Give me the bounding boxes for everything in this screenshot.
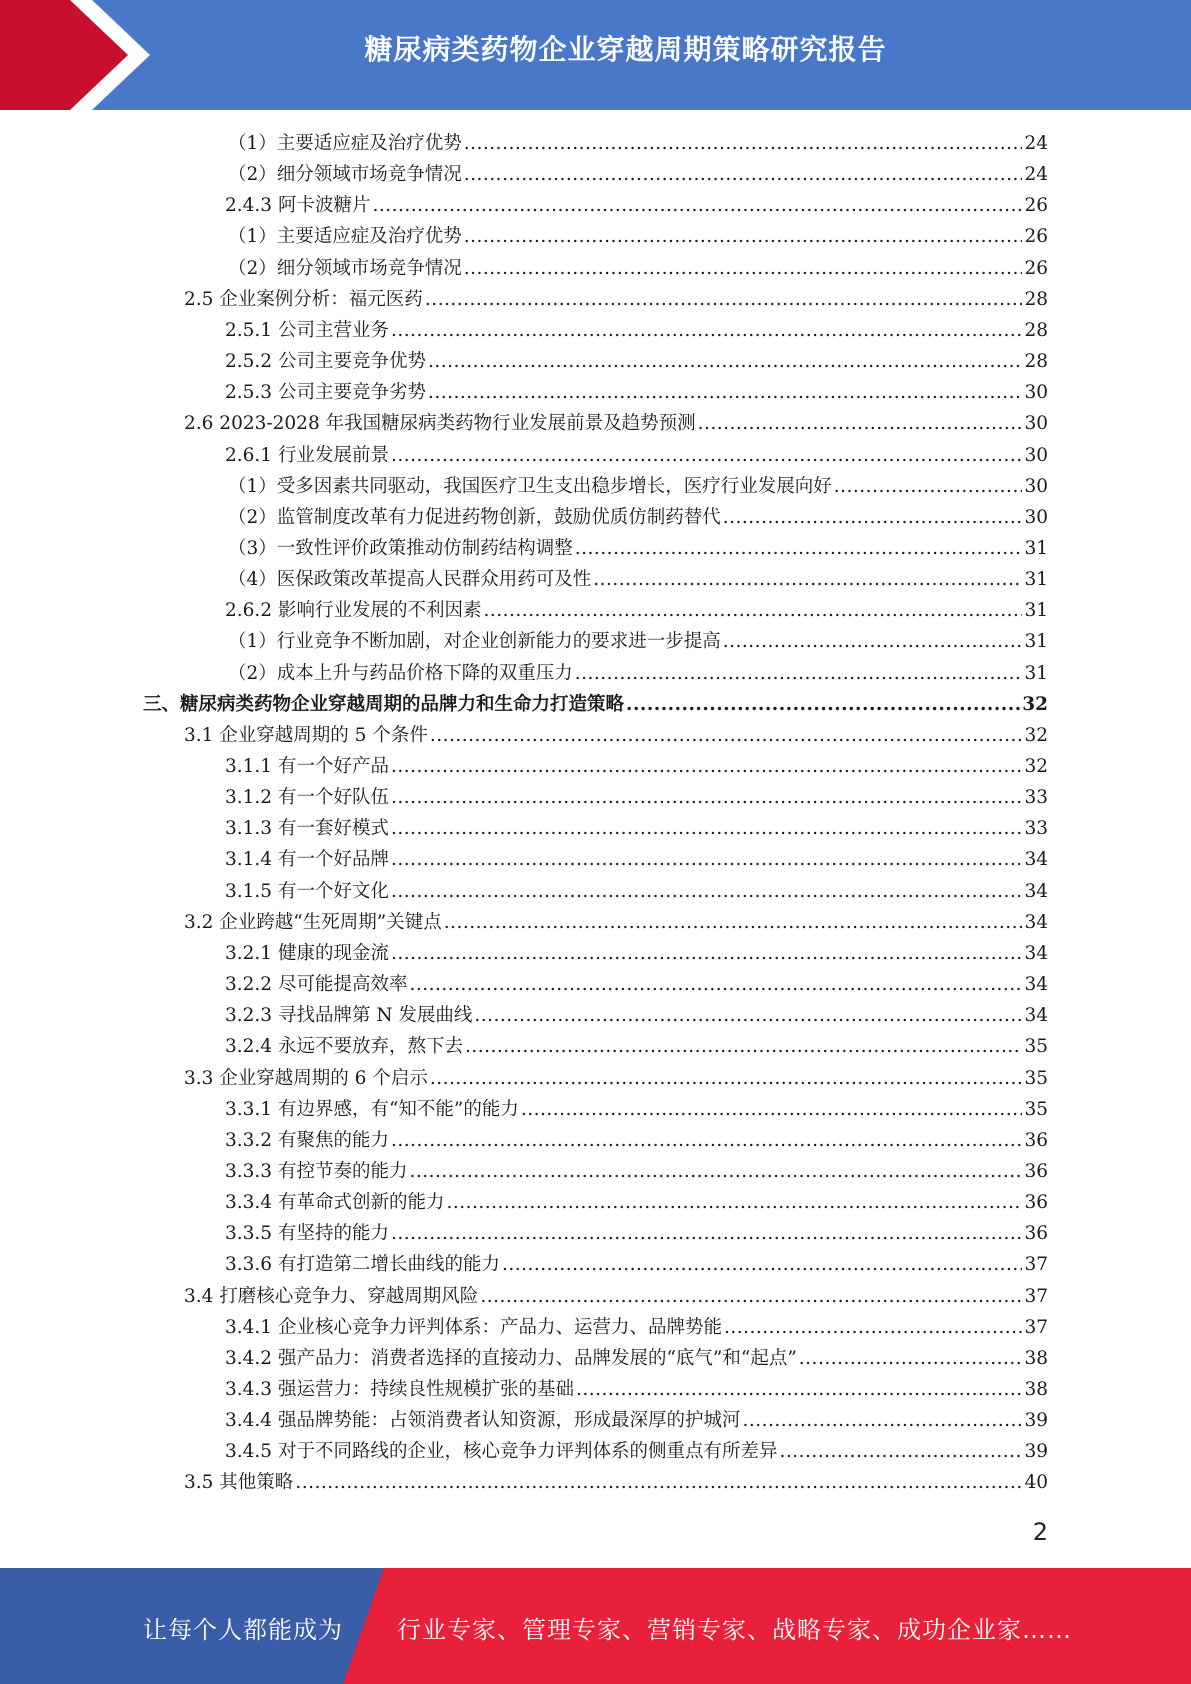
toc-entry[interactable] (225, 1094, 1048, 1125)
toc-entry-page: 24 (1024, 133, 1048, 154)
toc-entry-label: （4）医保政策改革提高人民群众用药可及性 (228, 569, 592, 591)
toc-entry-page: 38 (1024, 1379, 1048, 1400)
toc-entry-label: 3.1.4 有一个好品牌 (225, 849, 389, 871)
toc-leader-dots (391, 813, 1022, 844)
toc-entry-page: 39 (1024, 1410, 1048, 1432)
toc-leader-dots (372, 190, 1022, 221)
toc-entry[interactable] (225, 1031, 1048, 1062)
toc-entry[interactable] (225, 1156, 1048, 1187)
toc-entry[interactable] (228, 221, 1048, 252)
toc-leader-dots (391, 782, 1022, 813)
toc-entry-label: 3.1.5 有一个好文化 (225, 880, 389, 902)
toc-entry[interactable] (228, 626, 1048, 657)
toc-entry-label: 3.1 企业穿越周期的 5 个条件 (184, 724, 428, 746)
toc-entry[interactable] (225, 969, 1048, 1000)
toc-entry-label: 3.2.4 永远不要放弃，熬下去 (225, 1036, 463, 1058)
toc-entry-label: （1）行业竞争不断加剧，对企业创新能力的要求进一步提高 (228, 631, 721, 653)
footer-slogan-left: 让每个人都能成为 (143, 1616, 343, 1644)
toc-leader-dots (295, 1467, 1022, 1498)
toc-entry[interactable] (184, 907, 1048, 938)
toc-entry-page: 30 (1024, 444, 1048, 466)
toc-entry-label: 3.2.3 寻找品牌第 N 发展曲线 (225, 1005, 473, 1027)
toc-leader-dots (446, 1187, 1022, 1218)
toc-entry[interactable] (225, 315, 1048, 346)
toc-entry-page: 34 (1024, 911, 1048, 933)
toc-leader-dots (742, 1405, 1022, 1436)
toc-entry[interactable] (225, 876, 1048, 907)
toc-entry[interactable] (184, 720, 1048, 751)
toc-entry-page: 35 (1024, 1067, 1048, 1089)
toc-entry-page: 37 (1024, 1285, 1048, 1307)
toc-entry[interactable] (143, 689, 1048, 720)
toc-entry-page: 26 (1024, 257, 1048, 279)
toc-entry-page: 35 (1024, 1036, 1048, 1058)
toc-entry-label: 三、糖尿病类药物企业穿越周期的品牌力和生命力打造策略 (143, 693, 625, 715)
toc-entry-label: 2.6 2023-2028 年我国糖尿病类药物行业发展前景及趋势预测 (184, 413, 696, 435)
toc-entry-label: 3.1.1 有一个好产品 (225, 756, 389, 777)
toc-entry-page: 33 (1024, 787, 1048, 809)
toc-entry-page: 31 (1024, 662, 1048, 684)
report-title: 糖尿病类药物企业穿越周期策略研究报告 (364, 33, 887, 66)
toc-leader-dots (391, 938, 1022, 969)
toc-entry-page: 31 (1024, 631, 1048, 653)
toc-leader-dots (391, 440, 1022, 471)
toc-entry-page: 28 (1024, 351, 1048, 373)
toc-leader-dots (391, 1125, 1022, 1156)
toc-entry[interactable] (225, 1125, 1048, 1156)
toc-entry-page: 30 (1024, 382, 1048, 404)
toc-entry-page: 37 (1024, 1316, 1048, 1338)
toc-entry[interactable] (228, 128, 1048, 159)
toc-entry-label: （1）主要适应症及治疗优势 (228, 133, 462, 154)
toc-leader-dots (425, 284, 1023, 315)
toc-entry-label: （2）成本上升与药品价格下降的双重压力 (228, 662, 573, 684)
toc-entry[interactable] (228, 253, 1048, 284)
toc-leader-dots (483, 595, 1022, 626)
toc-entry[interactable] (225, 1374, 1048, 1405)
toc-entry-page: 26 (1024, 195, 1048, 217)
toc-leader-dots (576, 1374, 1022, 1405)
toc-entry[interactable] (225, 1312, 1048, 1343)
toc-entry[interactable] (225, 595, 1048, 626)
toc-leader-dots (724, 1312, 1022, 1343)
toc-entry-page: 38 (1024, 1347, 1048, 1369)
toc-leader-dots (474, 1000, 1022, 1031)
toc-leader-dots (723, 502, 1023, 533)
toc-leader-dots (464, 159, 1023, 190)
toc-leader-dots (723, 626, 1023, 657)
toc-entry[interactable] (228, 159, 1048, 190)
toc-entry-page: 28 (1024, 319, 1048, 341)
toc-entry-label: （1）受多因素共同驱动，我国医疗卫生支出稳步增长，医疗行业发展向好 (228, 475, 832, 497)
toc-leader-dots (464, 128, 1023, 159)
toc-entry-label: 3.3 企业穿越周期的 6 个启示 (184, 1067, 428, 1089)
toc-entry[interactable] (225, 190, 1048, 221)
toc-leader-dots (626, 689, 1020, 720)
toc-leader-dots (575, 658, 1023, 689)
toc-entry-label: 3.2.2 尽可能提高效率 (225, 974, 408, 996)
toc-entry[interactable] (225, 844, 1048, 875)
toc-entry-page: 30 (1024, 506, 1048, 528)
toc-entry[interactable] (228, 658, 1048, 689)
toc-leader-dots (593, 564, 1022, 595)
toc-entry-label: 2.5.3 公司主要竞争劣势 (225, 382, 426, 404)
toc-leader-dots (391, 751, 1022, 782)
toc-entry-label: 3.3.3 有控节奏的能力 (225, 1160, 408, 1182)
toc-entry-page: 31 (1024, 569, 1048, 591)
toc-entry-page: 32 (1022, 693, 1048, 715)
page-number: 2 (1032, 1518, 1048, 1546)
toc-entry-page: 33 (1024, 818, 1048, 840)
toc-entry-page: 34 (1024, 849, 1048, 871)
toc-entry-label: 2.4.3 阿卡波糖片 (225, 195, 371, 217)
toc-entry-label: 3.2.1 健康的现金流 (225, 942, 389, 964)
toc-entry-page: 24 (1024, 164, 1048, 186)
toc-entry-label: 3.3.6 有打造第二增长曲线的能力 (225, 1254, 500, 1276)
toc-entry-page: 31 (1024, 600, 1048, 622)
toc-leader-dots (834, 471, 1023, 502)
toc-leader-dots (799, 1343, 1023, 1374)
toc-leader-dots (391, 1218, 1022, 1249)
toc-leader-dots (409, 969, 1022, 1000)
toc-leader-dots (444, 907, 1023, 938)
toc-entry[interactable] (184, 408, 1048, 439)
toc-entry-label: 2.5.1 公司主营业务 (225, 319, 389, 341)
page-header (0, 0, 1191, 110)
page-footer (0, 1568, 1191, 1684)
toc-entry-page: 36 (1024, 1192, 1048, 1214)
toc-entry[interactable] (228, 471, 1048, 502)
toc-entry-page: 26 (1024, 226, 1048, 248)
toc-entry-label: （1）主要适应症及治疗优势 (228, 226, 462, 248)
toc-entry[interactable] (225, 1000, 1048, 1031)
toc-entry[interactable] (184, 1467, 1048, 1498)
toc-entry-page: 30 (1024, 413, 1048, 435)
toc-leader-dots (779, 1436, 1022, 1467)
toc-entry-page: 36 (1024, 1129, 1048, 1151)
toc-entry[interactable] (228, 502, 1048, 533)
toc-entry[interactable] (228, 564, 1048, 595)
toc-leader-dots (464, 221, 1023, 252)
toc-entry[interactable] (225, 1405, 1048, 1436)
toc-entry[interactable] (225, 1343, 1048, 1374)
toc-leader-dots (428, 346, 1022, 377)
toc-entry-label: 3.3.4 有革命式创新的能力 (225, 1192, 445, 1214)
toc-entry-label: 3.4.2 强产品力：消费者选择的直接动力、品牌发展的“底气”和“起点” (225, 1347, 797, 1369)
toc-leader-dots (391, 315, 1022, 346)
toc-entry[interactable] (225, 1218, 1048, 1249)
toc-leader-dots (502, 1249, 1022, 1280)
toc-entry-page: 34 (1024, 974, 1048, 996)
toc-entry[interactable] (184, 284, 1048, 315)
toc-leader-dots (391, 844, 1022, 875)
toc-entry-label: 3.4.4 强品牌势能：占领消费者认知资源，形成最深厚的护城河 (225, 1410, 741, 1432)
toc-entry-label: 2.5 企业案例分析：福元医药 (184, 288, 423, 310)
toc-entry-label: 3.1.3 有一套好模式 (225, 818, 389, 840)
toc-leader-dots (465, 1031, 1022, 1062)
toc-entry-page: 36 (1024, 1160, 1048, 1182)
toc-entry-page: 40 (1024, 1472, 1048, 1494)
toc-entry[interactable] (225, 751, 1048, 782)
toc-entry-page: 32 (1024, 724, 1048, 746)
toc-entry-page: 31 (1024, 537, 1048, 559)
toc-entry[interactable] (225, 1436, 1048, 1467)
toc-entry-page: 37 (1024, 1254, 1048, 1276)
toc-entry-page: 28 (1024, 288, 1048, 310)
toc-entry-label: 3.3.2 有聚焦的能力 (225, 1129, 389, 1151)
toc-entry-label: （3）一致性评价政策推动仿制药结构调整 (228, 537, 573, 559)
toc-entry-label: 3.3.1 有边界感，有“知不能”的能力 (225, 1098, 519, 1120)
toc-entry-page: 32 (1024, 756, 1048, 777)
toc-entry-label: 3.5 其他策略 (184, 1472, 294, 1494)
toc-entry-label: （2）监管制度改革有力促进药物创新，鼓励优质仿制药替代 (228, 506, 721, 528)
toc-leader-dots (698, 408, 1023, 439)
toc-leader-dots (409, 1156, 1022, 1187)
toc-leader-dots (521, 1094, 1023, 1125)
toc-entry[interactable] (184, 1281, 1048, 1312)
toc-leader-dots (575, 533, 1023, 564)
toc-entry[interactable] (225, 782, 1048, 813)
toc-entry-label: 3.3.5 有坚持的能力 (225, 1223, 389, 1245)
toc-entry-label: 3.4.3 强运营力：持续良性规模扩张的基础 (225, 1379, 574, 1400)
toc-entry-page: 30 (1024, 475, 1048, 497)
toc-entry-page: 36 (1024, 1223, 1048, 1245)
toc-entry-label: 3.2 企业跨越“生死周期”关键点 (184, 911, 442, 933)
toc-entry-page: 35 (1024, 1098, 1048, 1120)
toc-entry-label: 3.4 打磨核心竞争力、穿越周期风险 (184, 1285, 479, 1307)
toc-entry-label: 3.4.5 对于不同路线的企业，核心竞争力评判体系的侧重点有所差异 (225, 1441, 778, 1463)
toc-leader-dots (430, 720, 1023, 751)
toc-entry[interactable] (228, 533, 1048, 564)
toc-entry-label: 2.6.2 影响行业发展的不利因素 (225, 600, 482, 622)
toc-leader-dots (430, 1063, 1023, 1094)
toc-entry[interactable] (225, 938, 1048, 969)
toc-entry-label: 2.6.1 行业发展前景 (225, 444, 389, 466)
toc-entry[interactable] (225, 377, 1048, 408)
toc-entry[interactable] (225, 1187, 1048, 1218)
toc-leader-dots (428, 377, 1022, 408)
footer-slogan-right: 行业专家、管理专家、营销专家、战略专家、成功企业家…… (397, 1616, 1072, 1644)
toc-entry[interactable] (225, 346, 1048, 377)
toc-entry[interactable] (225, 440, 1048, 471)
toc-entry-label: 3.4.1 企业核心竞争力评判体系：产品力、运营力、品牌势能 (225, 1316, 722, 1338)
toc-entry-page: 34 (1024, 942, 1048, 964)
toc-entry-label: （2）细分领域市场竞争情况 (228, 164, 462, 186)
toc-entry-page: 34 (1024, 1005, 1048, 1027)
toc-entry-page: 39 (1024, 1441, 1048, 1463)
toc-entry[interactable] (225, 1249, 1048, 1280)
toc-entry[interactable] (184, 1063, 1048, 1094)
toc-leader-dots (464, 253, 1023, 284)
toc-entry-label: 2.5.2 公司主要竞争优势 (225, 351, 426, 373)
toc-leader-dots (391, 876, 1022, 907)
toc-entry[interactable] (225, 813, 1048, 844)
toc-entry-page: 34 (1024, 880, 1048, 902)
toc-leader-dots (480, 1281, 1022, 1312)
toc-entry-label: 3.1.2 有一个好队伍 (225, 787, 389, 809)
toc-entry-label: （2）细分领域市场竞争情况 (228, 257, 462, 279)
